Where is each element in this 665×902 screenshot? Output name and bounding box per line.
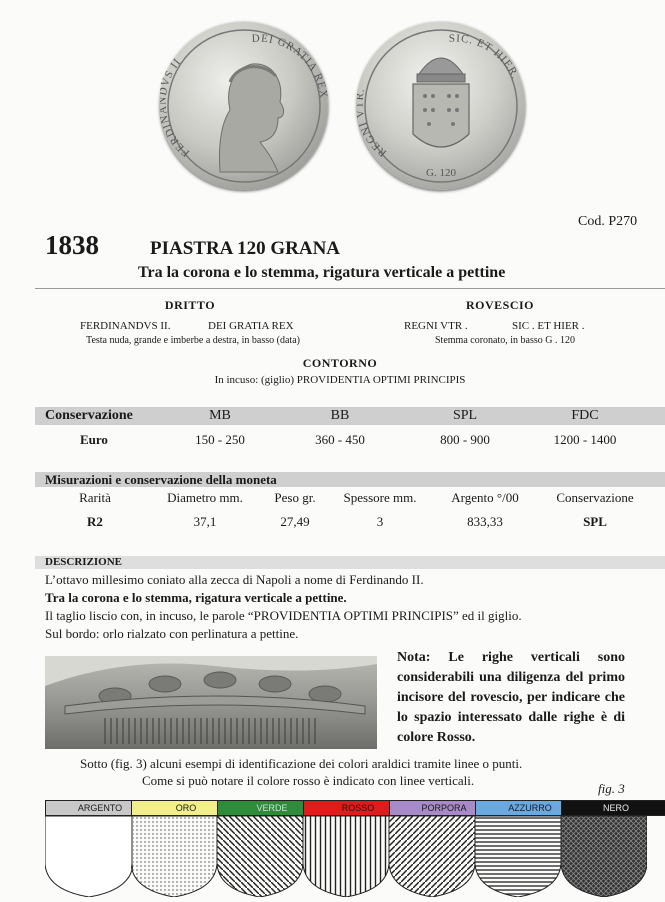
reverse-legend-left: REGNI: [357, 119, 389, 159]
obverse-portrait: [160, 22, 328, 190]
svg-text:FERDINANDVS II: [160, 56, 192, 159]
val-thickness: 3: [376, 514, 384, 529]
price-mb: 150 - 250: [195, 432, 245, 447]
reverse-legend-right: SIC. ET HIER.: [448, 32, 522, 82]
price-bb: 360 - 450: [315, 432, 365, 447]
caption-line1: Sotto (fig. 3) alcuni esempi di identificazione dei colori araldici tramite linee o punti.: [80, 756, 523, 771]
reverse-legend2: SIC . ET HIER .: [512, 320, 585, 332]
coin-subtitle: Tra la corona e lo stemma, rigatura verticale a pettine: [138, 264, 506, 281]
coin-title: PIASTRA 120 GRANA: [150, 238, 341, 259]
shield-argento-label: ARGENTO: [45, 800, 155, 816]
catalog-code: Cod. P270: [578, 214, 638, 229]
prices-row-label: Euro: [80, 432, 108, 447]
shield-verde-label: VERDE: [217, 800, 327, 816]
val-rarity: R2: [87, 514, 103, 529]
price-spl: 800 - 900: [440, 432, 490, 447]
edge-text: In incuso: (giglio) PROVIDENTIA OPTIMI PRINCIPIS: [214, 374, 466, 386]
obverse-legend-right: DEI GRATIA RE: [251, 32, 328, 92]
shield-nero-body: [561, 816, 647, 897]
shield-azzurro-body: [475, 816, 561, 897]
figure-label: fig. 3: [598, 781, 625, 796]
val-silver: 833,33: [467, 514, 503, 529]
grade-spl: SPL: [452, 408, 478, 423]
reverse-value-text: G. 120: [426, 167, 456, 179]
obverse-legend1: FERDINANDVS II.: [80, 320, 171, 332]
description-header-band: [35, 556, 665, 569]
col-silver: Argento °/00: [451, 490, 519, 505]
col-conservation: Conservazione: [556, 490, 634, 505]
description-line1: L’ottavo millesimo coniato alla zecca di Napoli a nome di Ferdinando II.: [45, 572, 424, 587]
obverse-heading: DRITTO: [164, 298, 216, 312]
shield-verde-body: [217, 816, 303, 897]
col-thickness: Spessore mm.: [343, 490, 417, 505]
header-divider: [35, 288, 665, 289]
obverse-coin: [160, 22, 328, 190]
description-body: [45, 571, 655, 643]
description-line2: Tra la corona e lo stemma, rigatura verticale a pettine.: [45, 590, 347, 605]
shield-nero: [561, 800, 665, 897]
grade-bb: BB: [330, 408, 350, 423]
edge-heading: CONTORNO: [302, 356, 378, 370]
note-text: Nota: Le righe verticali sono considerabili una diligenza del primo incisore del rovescio, per indicare che lo spazio interessato dalle righe è di colore Rosso.: [397, 650, 625, 745]
obverse-description: Testa nuda, grande e imberbe a destra, in basso (data): [86, 335, 300, 346]
shield-porpora-body: [389, 816, 475, 897]
shield-argento-body: [45, 816, 133, 897]
measures-heading: Misurazioni e conservazione della moneta: [45, 472, 277, 487]
val-weight: 27,49: [280, 514, 310, 529]
col-diameter: Diametro mm.: [167, 490, 243, 505]
col-weight: Peso gr.: [274, 490, 316, 505]
grade-fdc: FDC: [571, 408, 599, 423]
obverse-legend-left: FERDI VS II: [160, 55, 192, 159]
shield-oro-body: [131, 816, 217, 897]
shield-porpora-label: PORPORA: [389, 800, 499, 816]
crown-detail-photo: [45, 656, 377, 749]
shield-nero-label: NERO: [561, 800, 665, 816]
shield-rosso-label: ROSSO: [303, 800, 413, 816]
shield-oro-label: ORO: [131, 800, 241, 816]
obverse-legend2: DEI GRATIA REX: [208, 320, 294, 332]
price-fdc: 1200 - 1400: [553, 432, 617, 447]
col-rarity: Rarità: [79, 490, 111, 505]
prices-label: Conservazione: [45, 408, 133, 423]
svg-text:REGNI VTR.: [357, 87, 389, 159]
description-line3: Il taglio liscio con, in incuso, le parole “PROVIDENTIA OPTIMI PRINCIPIS” ed il giglio.: [45, 608, 522, 623]
val-diameter: 37,1: [193, 514, 217, 529]
val-conservation: SPL: [583, 514, 607, 529]
coin-year: 1838: [45, 230, 99, 260]
shield-rosso-body: [303, 816, 389, 897]
reverse-coin: [357, 22, 525, 190]
description-line4: Sul bordo: orlo rialzato con perlinatura a pettine.: [45, 626, 299, 641]
reverse-legend1: REGNI VTR .: [404, 320, 468, 332]
reverse-description: Stemma coronato, in basso G . 120: [435, 335, 575, 346]
reverse-coat-of-arms: [357, 22, 525, 190]
grade-mb: MB: [209, 408, 231, 423]
reverse-heading: ROVESCIO: [465, 298, 534, 312]
shield-azzurro-label: AZZURRO: [475, 800, 585, 816]
description-heading: DESCRIZIONE: [45, 556, 123, 568]
caption-line2: Come si può notare il colore rosso è indicato con linee verticali.: [142, 773, 475, 788]
